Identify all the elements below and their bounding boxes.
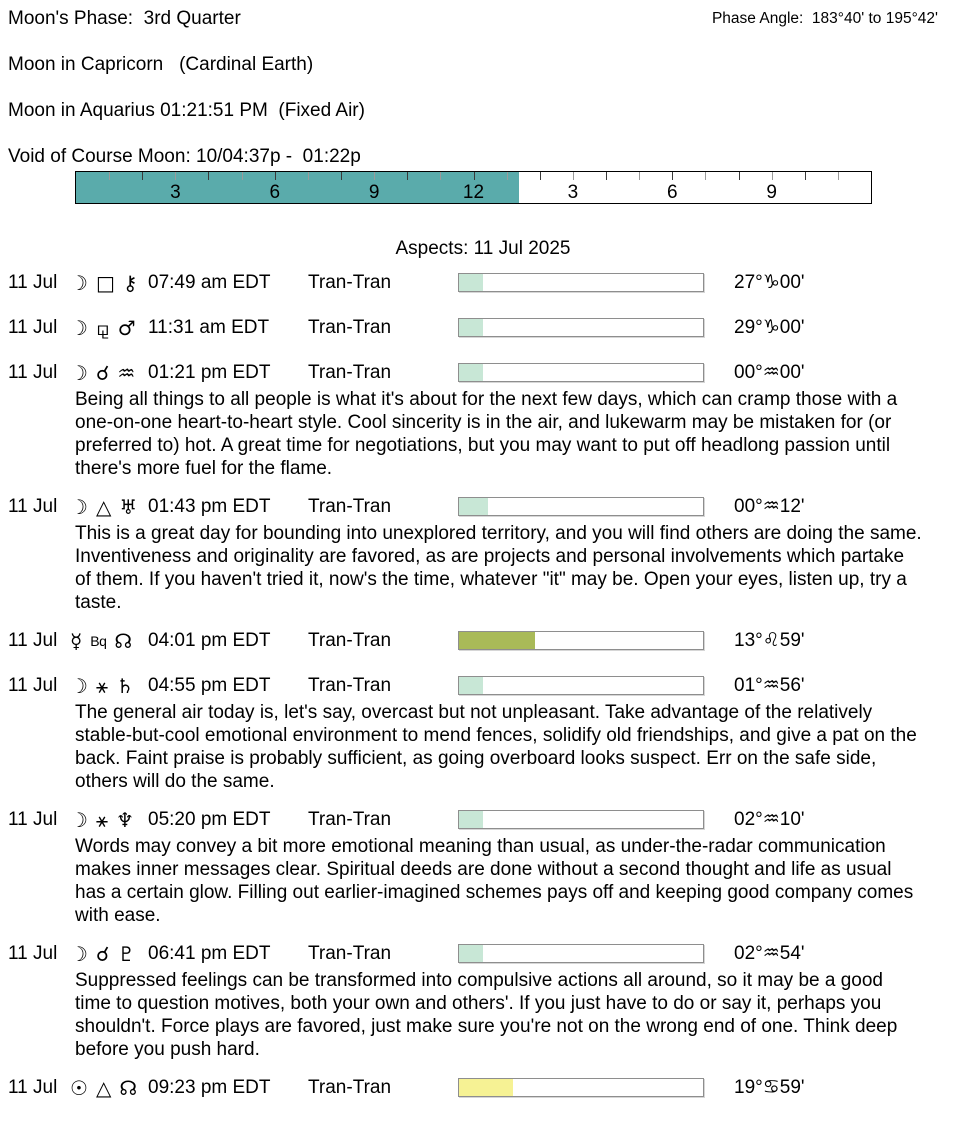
timeline-hour-tick: [208, 172, 209, 180]
aspect-progress-fill: [459, 811, 483, 828]
aspect-degree: 27°♑00': [734, 272, 805, 293]
aspect-entry: [0, 1065, 966, 1110]
aspect-degree: 19°♋59': [734, 1077, 805, 1098]
aspect-entry: [0, 618, 966, 663]
moon-symbol: ☽: [70, 941, 88, 966]
timeline-hour-tick: [739, 172, 740, 180]
aspect-time: 04:01 pm EDT: [148, 629, 271, 651]
aspect-time: 05:20 pm EDT: [148, 808, 271, 830]
moon-sign-capricorn-label: Moon in Capricorn (Cardinal Earth): [8, 54, 314, 75]
aspect-degree: 02°♒54': [734, 943, 805, 964]
aspect-date: 11 Jul: [8, 1076, 58, 1098]
aspect-progress-bar: [458, 631, 704, 650]
conjunction-symbol: ☌: [95, 360, 110, 385]
sextile-symbol: ⚹: [95, 673, 108, 698]
timeline-hour-tick: [805, 172, 806, 180]
saturn-symbol: ♄: [115, 673, 134, 698]
aspect-progress-fill: [459, 945, 483, 962]
aspect-symbols: [70, 628, 148, 653]
timeline-hour-tick: [540, 172, 541, 180]
aspect-date: 11 Jul: [8, 808, 58, 830]
sesquiquadrate-symbol: ⚼: [95, 315, 110, 340]
aspect-entry: [0, 484, 966, 614]
void-of-course-timeline: [75, 171, 872, 204]
aspect-symbols: [70, 941, 148, 966]
moon-symbol: ☽: [70, 807, 88, 832]
aspect-time: 01:43 pm EDT: [148, 495, 271, 517]
trine-symbol: △: [95, 494, 112, 519]
mars-symbol: ♂: [117, 315, 136, 340]
aspect-date: 11 Jul: [8, 495, 58, 517]
aspect-interpretation: Words may convey a bit more emotional meaning than usual, as under-the-radar communication makes inner messages clear. Spiritual deeds are done without a second thought and life as usual has a certain glow. Filling out earlier-imagined schemes pays off and keeping good company comes with ease.: [75, 836, 914, 926]
moon-symbol: ☽: [70, 270, 88, 295]
aspect-progress-bar: [458, 944, 704, 963]
mercury-symbol: ☿: [70, 628, 83, 653]
moon-symbol: ☽: [70, 315, 88, 340]
aspect-progress-fill: [459, 677, 483, 694]
chiron-symbol: ⚷: [122, 270, 138, 295]
timeline-hour-label: 9: [368, 182, 380, 203]
timeline-hour-tick: [275, 172, 276, 180]
aspect-progress-bar: [458, 1078, 704, 1097]
timeline-hour-tick: [705, 172, 706, 180]
aspect-entry: [0, 305, 966, 350]
aspect-entry: [0, 663, 966, 793]
aspect-symbols: [70, 360, 148, 385]
north-node-symbol: ☊: [114, 628, 133, 653]
aspect-symbols: [70, 315, 148, 340]
timeline-hour-tick: [838, 172, 839, 180]
moon-symbol: ☽: [70, 673, 88, 698]
timeline-hour-label: 3: [567, 182, 579, 203]
timeline-hour-tick: [573, 172, 574, 180]
timeline-hour-tick: [474, 172, 475, 180]
square-symbol: □: [95, 270, 115, 295]
uranus-symbol: ♅: [119, 494, 138, 519]
aspect-date: 11 Jul: [8, 674, 58, 696]
trine-symbol: △: [95, 1075, 112, 1100]
aspect-progress-bar: [458, 363, 704, 382]
aspect-interpretation: This is a great day for bounding into unexplored territory, and you will find others are doing the same. Inventiveness and originality are favored, as are projects and personal involvements which partake of them. If you haven't tried it, now's the time, whatever "it" may be. Open your eyes, listen up, try a taste.: [75, 523, 922, 613]
aspect-time: 04:55 pm EDT: [148, 674, 271, 696]
aspect-progress-bar: [458, 810, 704, 829]
timeline-hour-tick: [175, 172, 176, 180]
aspect-degree: 01°♒56': [734, 675, 805, 696]
timeline-hour-tick: [341, 172, 342, 180]
aspect-date: 11 Jul: [8, 271, 58, 293]
pluto-symbol: ♇: [117, 941, 136, 966]
aspect-type: Tran-Tran: [308, 942, 392, 964]
aspect-row: [0, 618, 966, 663]
neptune-symbol: ♆: [115, 807, 134, 832]
north-node-symbol: ☊: [119, 1075, 138, 1100]
aspects-title: Aspects: 11 Jul 2025: [395, 238, 571, 259]
timeline-hour-label: 9: [766, 182, 777, 203]
moon-symbol: ☽: [70, 360, 88, 385]
aspect-interpretation: Being all things to all people is what it's about for the next few days, which can cramp those with a one-on-one heart-to-heart style. Cool sincerity is in the air, and lukewarm may be mistaken for (or preferred to) hot. A great time for negotiations, but you may want to put off headlong passion until there's more fuel for the flame.: [75, 389, 898, 479]
aspect-time: 09:23 pm EDT: [148, 1076, 271, 1098]
aspect-symbols: [70, 807, 148, 832]
aspect-degree: 29°♑00': [734, 317, 805, 338]
aspect-time: 07:49 am EDT: [148, 271, 271, 293]
aspect-type: Tran-Tran: [308, 1076, 392, 1098]
aspect-type: Tran-Tran: [308, 316, 392, 338]
aspect-progress-bar: [458, 676, 704, 695]
aspect-progress-fill: [459, 632, 535, 649]
aspect-date: 11 Jul: [8, 316, 58, 338]
aspect-type: Tran-Tran: [308, 361, 392, 383]
phase-angle-label: Phase Angle: 183°40' to 195°42': [711, 10, 938, 27]
timeline-hour-tick: [109, 172, 110, 180]
aspect-progress-bar: [458, 318, 704, 337]
aspect-list: [0, 260, 966, 1110]
aspect-progress-fill: [459, 1079, 513, 1096]
aspect-progress-fill: [459, 319, 483, 336]
aspect-symbols: [70, 494, 148, 519]
sextile-symbol: ⚹: [95, 807, 108, 832]
aspect-time: 11:31 am EDT: [148, 316, 270, 338]
aspect-symbols: [70, 270, 148, 295]
void-of-course-label: Void of Course Moon: 10/04:37p - 01:22p: [8, 146, 361, 167]
aspect-entry: [0, 797, 966, 927]
timeline-hour-tick: [308, 172, 309, 180]
timeline-hour-tick: [606, 172, 607, 180]
aspect-row: [0, 1065, 966, 1110]
aspect-entry: [0, 350, 966, 480]
biquintile-symbol: Bq: [90, 632, 107, 649]
aspect-time: 01:21 pm EDT: [148, 361, 271, 383]
aspect-interpretation: The general air today is, let's say, overcast but not unpleasant. Take advantage of the relatively stable-but-cool emotional environment to mend fences, solidify old friendships, and give a pat on the back. Faint praise is probably sufficient, as going overboard looks suspect. Err on the safe side, others will do the same.: [75, 702, 917, 792]
aspect-type: Tran-Tran: [308, 271, 392, 293]
timeline-hour-tick: [407, 172, 408, 180]
timeline-hour-tick: [672, 172, 673, 180]
aspect-progress-bar: [458, 273, 704, 292]
timeline-hour-tick: [142, 172, 143, 180]
sun-symbol: ☉: [70, 1075, 88, 1100]
moon-phase-label: Moon's Phase: 3rd Quarter: [8, 8, 241, 29]
timeline-hour-label: 6: [269, 182, 281, 203]
conjunction-symbol: ☌: [95, 941, 110, 966]
aquarius-symbol: ♒: [117, 360, 136, 385]
aspect-progress-fill: [459, 364, 483, 381]
aspect-progress-bar: [458, 497, 704, 516]
aspect-type: Tran-Tran: [308, 495, 392, 517]
aspect-entry: [0, 260, 966, 305]
aspect-symbols: [70, 673, 148, 698]
moon-sign-aquarius-label: Moon in Aquarius 01:21:51 PM (Fixed Air): [8, 100, 365, 121]
aspect-degree: 13°♌59': [734, 630, 805, 651]
aspect-degree: 00°♒00': [734, 362, 805, 383]
aspect-type: Tran-Tran: [308, 808, 392, 830]
timeline-hour-label: 12: [462, 182, 485, 203]
timeline-hour-tick: [507, 172, 508, 180]
timeline-hour-tick: [242, 172, 243, 180]
timeline-hour-tick: [639, 172, 640, 180]
aspect-date: 11 Jul: [8, 361, 58, 383]
aspect-symbols: [70, 1075, 148, 1100]
timeline-hour-label: 3: [170, 182, 181, 203]
aspect-progress-fill: [459, 274, 483, 291]
aspect-degree: 00°♒12': [734, 496, 805, 517]
timeline-hour-tick: [772, 172, 773, 180]
aspect-date: 11 Jul: [8, 629, 58, 651]
aspect-progress-fill: [459, 498, 488, 515]
timeline-hour-label: 6: [666, 182, 678, 203]
timeline-hour-tick: [374, 172, 375, 180]
aspect-entry: [0, 931, 966, 1061]
moon-symbol: ☽: [70, 494, 88, 519]
timeline-hour-tick: [440, 172, 441, 180]
aspect-time: 06:41 pm EDT: [148, 942, 271, 964]
aspect-degree: 02°♒10': [734, 809, 805, 830]
aspect-type: Tran-Tran: [308, 629, 392, 651]
aspect-type: Tran-Tran: [308, 674, 392, 696]
aspect-interpretation: Suppressed feelings can be transformed into compulsive actions all around, so it may be a good time to question motives, both your own and others'. If you just have to do or say it, perhaps you shouldn't. Force plays are favored, just make sure you're not on the wrong end of one. Think deep before you push hard.: [75, 970, 898, 1060]
aspect-row: [0, 305, 966, 350]
report-header-row: [0, 0, 966, 30]
aspect-date: 11 Jul: [8, 942, 58, 964]
aspect-row: [0, 260, 966, 305]
